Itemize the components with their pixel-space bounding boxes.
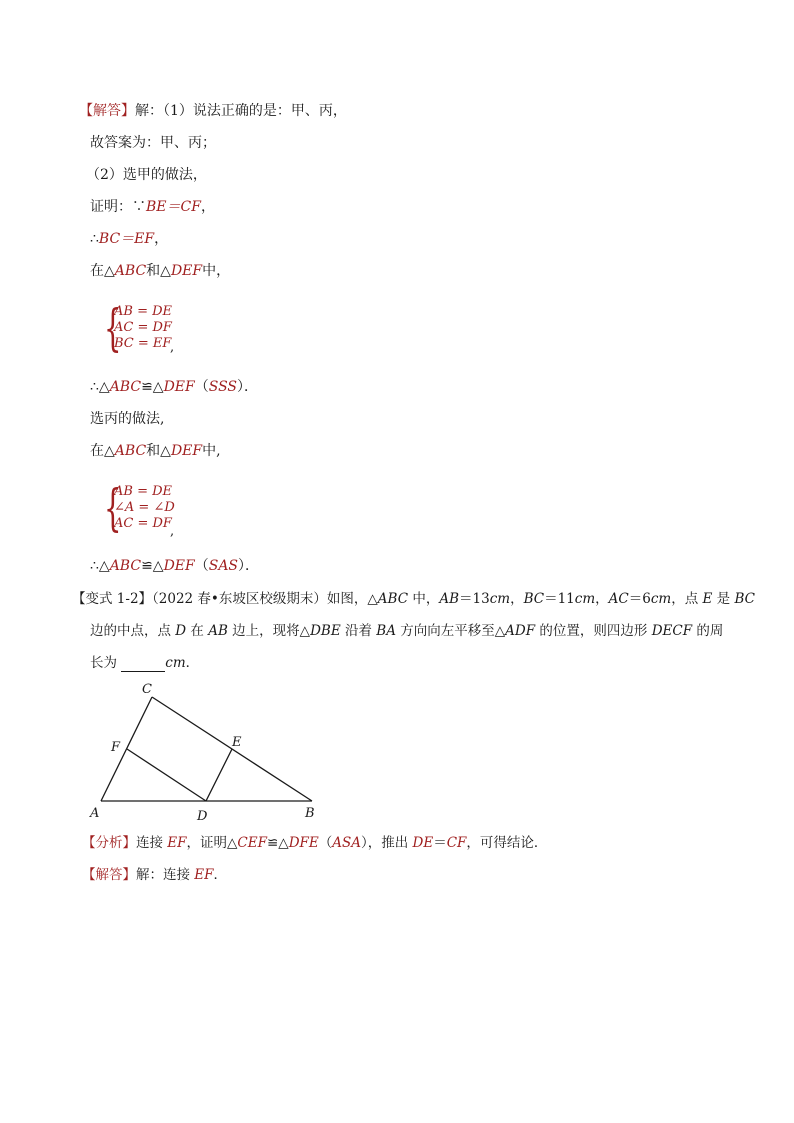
answer-line-final: 【解答】解：连接 EF． (82, 867, 228, 883)
brace-icon: { (104, 479, 122, 537)
side-ac (101, 697, 152, 801)
method-bing: 选丙的做法, (90, 411, 165, 427)
problem-line-1: 【变式 1-2】（2022 春•东坡区校级期末）如图，△ABC 中，AB＝13cm，BC＝11cm，AC＝6cm，点 E 是 BC (72, 591, 755, 607)
answer-text: 解：（1）说法正确的是：甲、丙， (135, 103, 347, 119)
analysis-line: 【分析】连接 EF，证明△CEF≌△DFE（ASA），推出 DE＝CF，可得结论． (82, 835, 548, 851)
proof-line-2: ∴BC＝EF， (90, 231, 169, 247)
answer-label-2: 【解答】 (82, 867, 136, 883)
problem-line-2: 边的中点，点 D 在 AB 边上，现将△DBE 沿着 BA 方向向左平移至△ADF 的位置，则四边形 DECF 的周 (90, 623, 724, 639)
label-a: A (90, 806, 100, 821)
analysis-label: 【分析】 (82, 835, 136, 851)
brace-icon: { (104, 299, 122, 357)
answer-line-2: 故答案为：甲、丙； (90, 135, 216, 151)
conclusion-sss: ∴△ABC≌△DEF（SSS）． (90, 379, 259, 395)
side-cb (152, 697, 312, 801)
label-f: F (111, 740, 121, 755)
proof-line-1: 证明：∵BE＝CF， (90, 199, 215, 215)
label-e: E (232, 735, 242, 750)
equation-system-sss: { AB = DE AC = DF BC = EF , (104, 299, 175, 357)
segment-de (206, 749, 232, 801)
label-c: C (142, 682, 152, 697)
label-b: B (305, 806, 315, 821)
proof-line-4: 在△ABC和△DEF中, (90, 443, 221, 459)
label-d: D (197, 809, 208, 824)
segment-fd (127, 749, 206, 801)
problem-line-3: 长为 cm． (90, 655, 200, 671)
answer-heading-1 (79, 102, 347, 120)
answer-line-3: （2）选甲的做法， (86, 167, 207, 183)
answer-blank[interactable] (121, 657, 165, 672)
answer-label: 【解答】 (79, 103, 135, 119)
proof-line-3: 在△ABC和△DEF中， (90, 263, 231, 279)
equation-system-sas: { AB = DE ∠A = ∠D AC = DF , (104, 479, 175, 539)
conclusion-sas: ∴△ABC≌△DEF（SAS）． (90, 558, 260, 574)
